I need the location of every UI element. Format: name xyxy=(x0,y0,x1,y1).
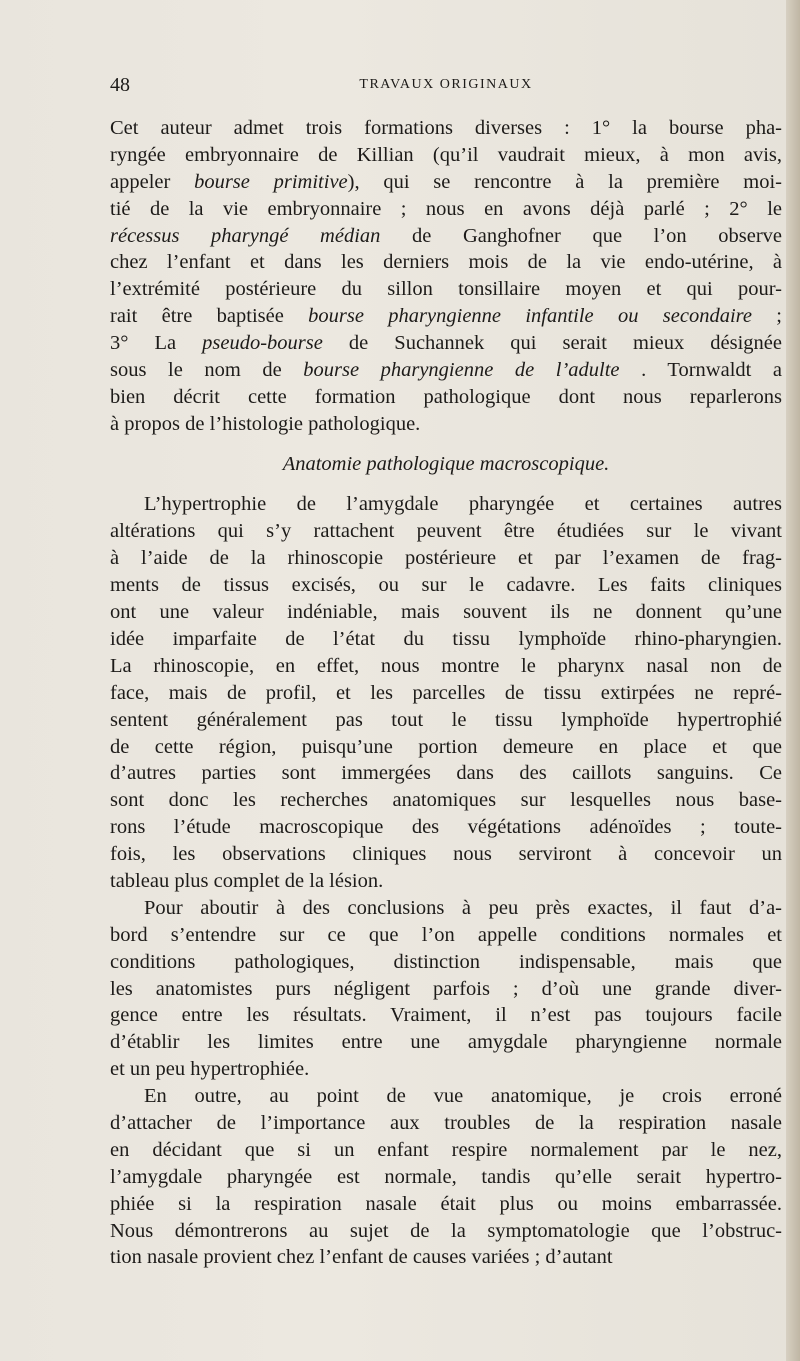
text-run: En outre, au point de vue anatomique, je crois erroné xyxy=(144,1085,782,1108)
text-run: tableau plus complet de la lésion. xyxy=(110,869,384,892)
text-run: face, mais de profil, et les parcelles de tissu extirpées ne repré- xyxy=(110,681,782,704)
text-run: Pour aboutir à des conclusions à peu près exactes, il faut d’a- xyxy=(144,896,782,919)
text-run: Cet auteur admet trois formations diverses : 1° la bourse pha- xyxy=(110,117,782,139)
text-run: rait être baptisée xyxy=(110,305,309,328)
text-line xyxy=(110,1029,782,1056)
text-line xyxy=(110,868,782,895)
text-run: appeler xyxy=(110,170,195,193)
text-run: conditions pathologiques, distinction indispensable, mais que xyxy=(110,950,782,973)
text-line xyxy=(110,922,782,949)
text-run: bien décrit cette formation pathologique dont nous reparlerons xyxy=(110,385,782,408)
text-line xyxy=(110,599,782,626)
text-run: d’attacher de l’importance aux troubles de la respiration nasale xyxy=(110,1111,782,1134)
text-line xyxy=(110,626,782,653)
text-line xyxy=(110,303,782,330)
paragraph-3 xyxy=(110,895,782,1083)
text-run: tion nasale provient chez l’enfant de causes variées ; d’autant xyxy=(110,1246,613,1269)
text-line xyxy=(110,760,782,787)
text-line xyxy=(110,330,782,357)
text-run: tié de la vie embryonnaire ; nous en avons déjà parlé ; 2° le xyxy=(110,197,782,220)
text-run: altérations qui s’y rattachent peuvent être étudiées sur le vivant xyxy=(110,520,782,543)
text-run: d’établir les limites entre une amygdale pharyngienne normale xyxy=(110,1031,782,1054)
text-run: L’hypertrophie de l’amygdale pharyngée et certaines autres xyxy=(144,493,782,516)
text-run: fois, les observations cliniques nous serviront à concevoir un xyxy=(110,843,782,866)
text-run: ; xyxy=(751,305,782,328)
text-run: sont donc les recherches anatomiques sur lesquelles nous base- xyxy=(110,789,782,812)
text-line xyxy=(110,384,782,411)
text-line xyxy=(110,949,782,976)
text-run: l’extrémité postérieure du sillon tonsillaire moyen et qui pour- xyxy=(110,278,782,301)
page-edge xyxy=(786,0,800,1361)
text-line xyxy=(110,1137,782,1164)
text-line xyxy=(110,1056,782,1083)
italic-term: bourse pharyngienne de l’adulte xyxy=(303,359,620,382)
text-run: 3° La xyxy=(110,332,203,355)
text-run: sous le nom de xyxy=(110,359,304,382)
text-line xyxy=(110,707,782,734)
section-heading-text: Anatomie pathologique macroscopique. xyxy=(282,452,610,475)
text-line xyxy=(110,787,782,814)
text-line xyxy=(110,223,782,250)
text-line xyxy=(110,545,782,572)
text-run: chez l’enfant et dans les derniers mois de la vie endo-utérine, à xyxy=(110,251,782,274)
text-run: ments de tissus excisés, ou sur le cadavre. Les faits cliniques xyxy=(110,574,782,597)
text-run: ont une valeur indéniable, mais souvent ils ne donnent qu’une xyxy=(110,601,782,624)
italic-term: bourse pharyngienne infantile ou secondaire xyxy=(308,305,752,328)
section-heading xyxy=(110,438,782,492)
page-header xyxy=(110,74,782,100)
text-line xyxy=(110,976,782,1003)
text-run: gence entre les résultats. Vraiment, il n’est pas toujours facile xyxy=(110,1004,782,1027)
italic-term: récessus pharyngé médian xyxy=(110,224,381,247)
italic-term: pseudo-bourse xyxy=(202,332,323,355)
text-line xyxy=(110,169,782,196)
text-line xyxy=(110,1083,782,1110)
text-line xyxy=(110,491,782,518)
paragraph-2 xyxy=(110,491,782,894)
text-line xyxy=(110,196,782,223)
text-run: et un peu hypertrophiée. xyxy=(110,1058,310,1081)
text-line xyxy=(110,734,782,761)
text-run: de Suchannek qui serait mieux désignée xyxy=(322,332,782,355)
paragraph-4 xyxy=(110,1083,782,1271)
text-run: à l’aide de la rhinoscopie postérieure et par l’examen de frag- xyxy=(110,547,782,570)
text-run: phiée si la respiration nasale était plus ou moins embarrassée. xyxy=(110,1192,782,1215)
text-line xyxy=(110,276,782,303)
text-line xyxy=(110,411,782,438)
text-run: ), qui se rencontre à la première moi- xyxy=(347,170,782,193)
text-line xyxy=(110,1244,782,1271)
text-line xyxy=(110,1110,782,1137)
text-line xyxy=(110,142,782,169)
text-line xyxy=(110,653,782,680)
text-run: La rhinoscopie, en effet, nous montre le pharynx nasal non de xyxy=(110,654,782,677)
running-head: TRAVAUX ORIGINAUX xyxy=(359,77,533,92)
text-run: à propos de l’histologie pathologique. xyxy=(110,412,421,435)
text-run: bord s’entendre sur ce que l’on appelle conditions normales et xyxy=(110,923,782,946)
italic-term: bourse primitive xyxy=(194,170,348,193)
text-line xyxy=(110,249,782,276)
text-run: l’amygdale pharyngée est normale, tandis qu’elle serait hypertro- xyxy=(110,1165,782,1188)
text-line xyxy=(110,1164,782,1191)
text-run: les anatomistes purs négligent parfois ; d’où une grande diver- xyxy=(110,977,782,1000)
text-line xyxy=(110,518,782,545)
text-line xyxy=(110,357,782,384)
body-text xyxy=(110,115,782,1271)
text-line xyxy=(110,814,782,841)
text-line xyxy=(110,680,782,707)
text-line xyxy=(110,115,782,142)
text-run: en décidant que si un enfant respire normalement par le nez, xyxy=(110,1138,782,1161)
text-run: . Tornwaldt a xyxy=(619,359,782,382)
text-run: sentent généralement pas tout le tissu lymphoïde hypertrophié xyxy=(110,708,782,731)
text-run: de cette région, puisqu’une portion demeure en place et que xyxy=(110,735,782,758)
text-run: idée imparfaite de l’état du tissu lymphoïde rhino-pharyngien. xyxy=(110,627,782,650)
text-line xyxy=(110,895,782,922)
paragraph-1 xyxy=(110,115,782,438)
text-run: d’autres parties sont immergées dans des caillots sanguins. Ce xyxy=(110,762,782,785)
text-run: Nous démontrerons au sujet de la symptomatologie que l’obstruc- xyxy=(110,1219,782,1242)
text-line xyxy=(110,572,782,599)
text-line xyxy=(110,1218,782,1245)
text-line xyxy=(110,841,782,868)
text-run: ryngée embryonnaire de Killian (qu’il vaudrait mieux, à mon avis, xyxy=(110,143,782,166)
text-line xyxy=(110,1002,782,1029)
text-run: de Ganghofner que l’on observe xyxy=(380,224,782,247)
text-line xyxy=(110,1191,782,1218)
text-run: rons l’étude macroscopique des végétations adénoïdes ; toute- xyxy=(110,816,782,839)
page-number: 48 xyxy=(110,74,130,96)
